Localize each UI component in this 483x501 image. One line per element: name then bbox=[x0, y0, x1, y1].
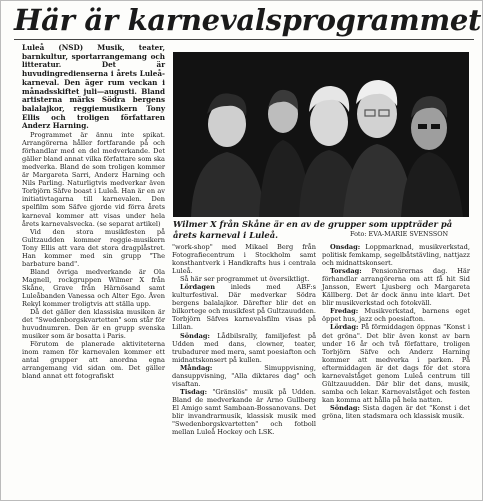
program-day-sunday bbox=[172, 332, 316, 364]
paragraph: Vid den stora musikfesten på Gultzaudden kommer reggie-musikern Tony Ellis att vara det stora dragplåstret. Han kommer med sin grupp "The barbature band". bbox=[22, 227, 165, 268]
band-photo bbox=[173, 52, 469, 217]
program-day-saturday-2 bbox=[322, 323, 470, 403]
day-label: Söndag: bbox=[180, 331, 210, 340]
program-day-friday bbox=[322, 307, 470, 323]
day-label: Onsdag: bbox=[330, 243, 361, 251]
day-text: Sista dagen är det "Konst i det gröna, liten stadsmara och klassisk musik. bbox=[322, 403, 470, 420]
day-text: "Gränslös" musik på Udden. Bland de medverkande är Arno Gullberg El Amigo samt Sambaan-Bossanovans. Det blir invandrarmusik, klassisk musik med "Swedenborgskvartetten" och fotboll mellan Luleå Hockey och LSK. bbox=[172, 387, 316, 437]
column-1 bbox=[22, 44, 165, 380]
program-day-monday bbox=[172, 364, 316, 388]
day-text: inleds med ABF:s kulturfestival. Där medverkar Södra bergens balalajkor. Därefter blir det en bilkortege och musikfest på Gultzauudden. Torbjörn Säfves karnevalsfilm visas på Lillan. bbox=[172, 283, 316, 332]
photo-credit: Foto: EVA-MARIE SVENSSON bbox=[350, 230, 449, 238]
column-2 bbox=[172, 243, 316, 436]
lead-paragraph: Luleå (NSD) Musik, teater, barnkultur, sportarrangemang och litteratur. Det är huvudingredienserna i årets Luleå-karneval. Den äger rum veckan i månadsskiftet juli—augusti. Bland artisterna märks Södra bergens balalajkor, reggiemusikern Tony Ellis och troligen författaren Anderz Harning. bbox=[22, 43, 165, 131]
day-text: Pensionärernas dag. Här förhandlar arrangörerna om att få hit Sid Jansson, Ewert Ljusberg och Margareta Källberg. Det är dock ännu inte klart. Det blir musikverkstad och fotokväll. bbox=[322, 267, 470, 308]
paragraph: Förutom de planerade aktiviteterna inom ramen för karnevalen kommer ett antal grupper att anordna egna arrangemang vid sidan om. Det gäller bland annat ett fotografiskt bbox=[22, 340, 165, 381]
day-label: Måndag: bbox=[180, 363, 213, 372]
paragraph: Så här ser programmet ut översiktligt. bbox=[180, 275, 310, 284]
paragraph: Bland övriga medverkande är Ola Magnell, rockgruppen Wilmer X från Skåne, Grave från Härnösand samt Luleåbanden Vanessa och Alter Ego. Även Rekyl kommer troligtvis att ställa upp. bbox=[22, 267, 165, 309]
day-label: Lördagen bbox=[180, 283, 215, 292]
band-photo-image bbox=[173, 52, 469, 217]
day-text: Simuppvisning, dansuppvisning, "Alla diktares dag" och visaftan. bbox=[172, 363, 316, 388]
program-day-wednesday bbox=[322, 243, 470, 267]
day-text: Lådbilsrally, familjefest på Udden med dans, clowner, teater, trubadurer med mera, samt poesiafton och midnattskonsert på kullen. bbox=[172, 331, 317, 364]
program-day-saturday bbox=[172, 283, 316, 331]
day-text: Loppmarknad, musikverkstad, politisk femkamp, segelbåtstävling, nattjazz och midnattskonsert. bbox=[322, 243, 470, 268]
day-text: På förmiddagen öppnas "Konst i det gröna". Det blir även konst av barn under 16 år och två författare, troligen Torbjörn Säfve och Anderz Harning kommer att medverka i parken. På eftermiddagen är det dags för det stora karnevalståget genom Luleå centrum till Gültzauudden. Där blir det dans, musik, samba och lekar. Karnevalståget och festen kan komma att hålla på hela natten. bbox=[322, 323, 470, 404]
column-3 bbox=[322, 243, 470, 420]
paragraph: "work-shop" med Mikael Berg från Fotografiecentrum i Stockholm samt konsthantverk i Handkrafts hus i centrala Luleå. bbox=[172, 243, 316, 276]
headline: Här är karnevalsprogrammet bbox=[14, 1, 474, 40]
day-text: Musikverkstad, barnens eget öppet hus, jazz och poesiafton. bbox=[322, 307, 470, 324]
caption-text: Wilmer X från Skåne är en av de grupper som uppträder på årets karneval i Luleå. bbox=[173, 219, 453, 240]
day-label: Lördag: bbox=[330, 323, 359, 332]
program-day-tuesday bbox=[172, 388, 316, 436]
day-label: Tisdag: bbox=[180, 387, 208, 396]
program-day-thursday bbox=[322, 267, 470, 307]
paragraph: Programmet är ännu inte spikat. Arrangörerna håller fortfarande på och förhandlar med en del medverkande. Det gäller bland annat vilka författare som ska medverka. Bland de som troligen kommer är Margareta Sarri, Anderz Harning och Nils Parling. Naturligtvis medverkar även Torbjörn Säfve boast i Luleå. Han är en av initiativtagarna till karnevalen. Den spelfilm som Säfve gjorde vid förra årets karneval kommer att visas under hela årets karnevalsvecka. (se separat artikel) bbox=[22, 131, 165, 228]
day-label: Fredag: bbox=[330, 307, 359, 316]
day-label: Söndag: bbox=[330, 403, 360, 412]
day-label: Torsdag: bbox=[330, 267, 362, 276]
program-day-sunday-2 bbox=[322, 404, 470, 420]
paragraph: Då det gäller den klassiska musiken är det "Swedenborgskvartetten" som står för huvudnumren. Den är en grupp svenska musiker som är bosatta i Paris. bbox=[22, 308, 165, 341]
